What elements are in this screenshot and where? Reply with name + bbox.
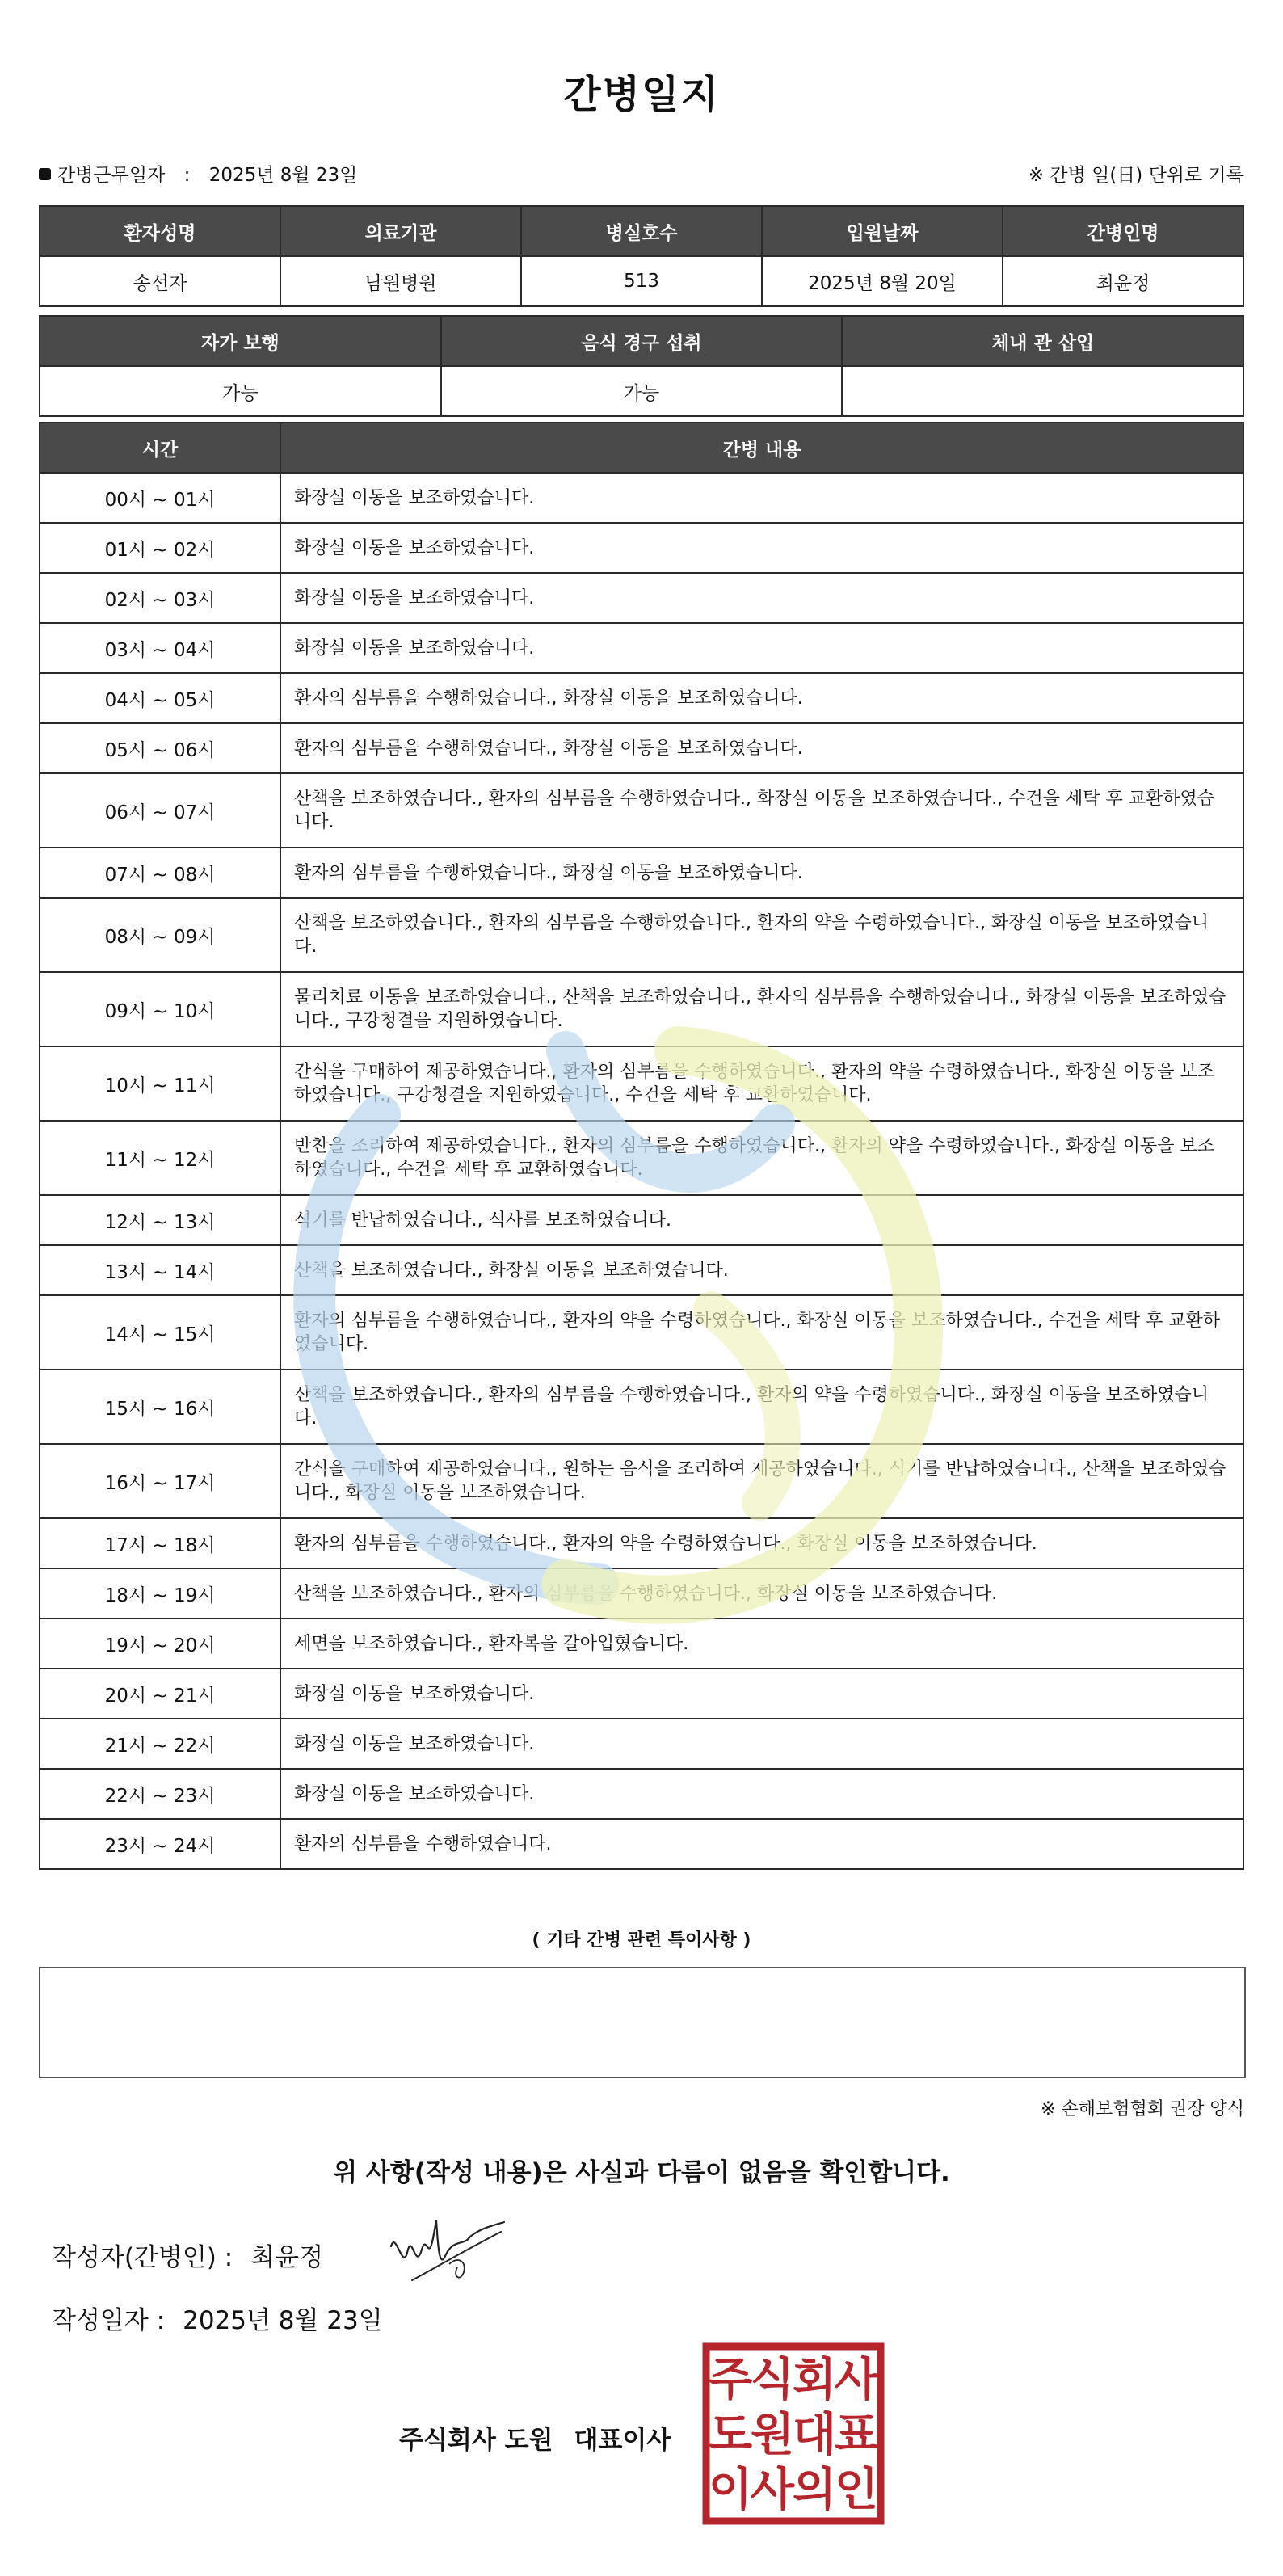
written-date-value: 2025년 8월 23일 [183,2306,383,2335]
header-patient-name: 환자성명 [40,206,280,256]
work-date-line [39,160,1244,187]
care-log-row [40,1568,1243,1618]
header-care-content: 간병 내용 [280,423,1243,473]
care-log-row [40,1046,1243,1121]
company-name: 주식회사 도원 [399,2426,553,2455]
company-title: 대표이사 [574,2426,671,2455]
care-log-row [40,1819,1243,1869]
admission-date: 2025년 8월 20일 [762,256,1003,306]
care-log-row [40,1245,1243,1295]
care-log-row [40,1518,1243,1568]
writer-label: 작성자(간병인) : [52,2243,233,2272]
header-room-number: 병실호수 [521,206,762,256]
work-date [39,160,357,187]
company-seal-stamp [701,2342,885,2526]
care-log-row [40,1719,1243,1769]
status-value-row [40,366,1243,416]
care-content: 간식을 구매하여 제공하였습니다., 원하는 음식을 조리하여 제공하였습니다., 식기를 반납하였습니다., 산책을 보조하였습니다., 화장실 이동을 보조하였습니다. [280,1444,1243,1518]
care-content: 환자의 심부름을 수행하였습니다., 화장실 이동을 보조하였습니다. [280,673,1243,723]
care-time: 23시 ~ 24시 [40,1819,280,1869]
handwritten-signature [380,2214,509,2287]
care-log-row [40,1769,1243,1819]
care-time: 02시 ~ 03시 [40,573,280,623]
header-caregiver-name: 간병인명 [1003,206,1243,256]
work-date-label: 간병근무일자 [57,165,166,186]
care-time: 14시 ~ 15시 [40,1295,280,1370]
writer-line [52,2237,323,2273]
work-date-value: 2025년 8월 23일 [208,165,358,186]
care-log-row [40,1195,1243,1245]
care-time: 19시 ~ 20시 [40,1618,280,1669]
care-content: 화장실 이동을 보조하였습니다. [280,1719,1243,1769]
caregiver-name: 최윤정 [1003,256,1243,306]
care-log-row [40,523,1243,573]
care-content: 환자의 심부름을 수행하였습니다., 환자의 약을 수령하였습니다., 화장실 이동을 보조하였습니다., 수건을 세탁 후 교환하였습니다. [280,1295,1243,1370]
care-time: 12시 ~ 13시 [40,1195,280,1245]
care-content: 산책을 보조하였습니다., 화장실 이동을 보조하였습니다. [280,1245,1243,1295]
care-time: 16시 ~ 17시 [40,1444,280,1518]
care-time: 22시 ~ 23시 [40,1769,280,1819]
care-log-row [40,1444,1243,1518]
other-notes-box [39,1967,1246,2078]
self-walking-value: 가능 [40,366,441,416]
daily-note: ※ 간병 일(日) 단위로 기록 [1028,165,1244,186]
header-tube-insertion: 체내 관 삽입 [842,316,1243,366]
care-log-row [40,1121,1243,1195]
patient-status-table [39,315,1244,417]
care-content: 반찬을 조리하여 제공하였습니다., 환자의 심부름을 수행하였습니다., 환자의 약을 수령하였습니다., 화장실 이동을 보조하였습니다., 수건을 세탁 후 교환하였습니다. [280,1121,1243,1195]
care-time: 04시 ~ 05시 [40,673,280,723]
care-time: 08시 ~ 09시 [40,898,280,972]
confirmation-statement: 위 사항(작성 내용)은 사실과 다름이 없음을 확인합니다. [333,2158,950,2187]
header-admission-date: 입원날짜 [762,206,1003,256]
written-date-line [52,2300,383,2336]
seal-character: 사 [834,2354,879,2406]
seal-character: 회 [792,2354,837,2406]
care-log-row [40,1295,1243,1370]
care-time: 07시 ~ 08시 [40,848,280,898]
seal-character: 도 [708,2409,753,2461]
recommended-form-note: ※ 손해보험협회 권장 양식 [1041,2099,1244,2119]
header-self-walking: 자가 보행 [40,316,441,366]
care-log-row [40,723,1243,773]
care-log-row [40,673,1243,723]
seal-character: 의 [792,2464,837,2516]
other-notes-title: ( 기타 간병 관련 특이사항 ) [532,1930,751,1951]
care-log-header-row [40,423,1243,473]
patient-name: 송선자 [40,256,280,306]
care-time: 10시 ~ 11시 [40,1046,280,1121]
work-date-separator: : [183,165,191,186]
care-time: 03시 ~ 04시 [40,623,280,673]
care-content: 세면을 보조하였습니다., 환자복을 갈아입혔습니다. [280,1618,1243,1669]
bullet-icon [39,168,51,180]
patient-info-table [39,205,1244,307]
care-time: 06시 ~ 07시 [40,773,280,848]
patient-header-row [40,206,1243,256]
care-log-row [40,848,1243,898]
care-content: 환자의 심부름을 수행하였습니다. [280,1819,1243,1869]
document-title: 간병일지 [563,72,720,117]
care-content: 간식을 구매하여 제공하였습니다., 환자의 심부름을 수행하였습니다., 환자의 약을 수령하였습니다., 화장실 이동을 보조하였습니다., 구강청결을 지원하였습니다., 수건을 세탁 후 교환하였습니다. [280,1046,1243,1121]
header-oral-intake: 음식 경구 섭취 [441,316,843,366]
patient-value-row [40,256,1243,306]
care-content: 환자의 심부름을 수행하였습니다., 환자의 약을 수령하였습니다., 화장실 이동을 보조하였습니다. [280,1518,1243,1568]
care-time: 21시 ~ 22시 [40,1719,280,1769]
care-time: 05시 ~ 06시 [40,723,280,773]
care-content: 산책을 보조하였습니다., 환자의 심부름을 수행하였습니다., 환자의 약을 수령하였습니다., 화장실 이동을 보조하였습니다. [280,1370,1243,1444]
seal-character: 인 [834,2464,879,2516]
care-content: 화장실 이동을 보조하였습니다. [280,473,1243,523]
care-log-row [40,773,1243,848]
hospital-name: 남원병원 [280,256,521,306]
care-content: 물리치료 이동을 보조하였습니다., 산책을 보조하였습니다., 환자의 심부름을 수행하였습니다., 화장실 이동을 보조하였습니다., 구강청결을 지원하였습니다. [280,972,1243,1046]
care-log-table [39,422,1244,1870]
care-content: 환자의 심부름을 수행하였습니다., 화장실 이동을 보조하였습니다. [280,848,1243,898]
seal-character: 식 [750,2354,795,2406]
header-hospital: 의료기관 [280,206,521,256]
company-line [399,2419,671,2456]
care-time: 11시 ~ 12시 [40,1121,280,1195]
care-content: 화장실 이동을 보조하였습니다. [280,1769,1243,1819]
written-date-label: 작성일자 : [52,2306,166,2335]
seal-character: 대 [792,2409,837,2461]
care-content: 화장실 이동을 보조하였습니다. [280,1669,1243,1719]
care-time: 18시 ~ 19시 [40,1568,280,1618]
care-content: 산책을 보조하였습니다., 환자의 심부름을 수행하였습니다., 환자의 약을 수령하였습니다., 화장실 이동을 보조하였습니다. [280,898,1243,972]
care-content: 환자의 심부름을 수행하였습니다., 화장실 이동을 보조하였습니다. [280,723,1243,773]
care-time: 01시 ~ 02시 [40,523,280,573]
oral-intake-value: 가능 [441,366,843,416]
care-content: 화장실 이동을 보조하였습니다. [280,623,1243,673]
care-time: 15시 ~ 16시 [40,1370,280,1444]
care-log-row [40,573,1243,623]
seal-character: 원 [750,2409,795,2461]
care-log-row [40,898,1243,972]
care-log-row [40,1370,1243,1444]
care-time: 00시 ~ 01시 [40,473,280,523]
seal-character: 주 [708,2354,753,2406]
tube-insertion-value [842,366,1243,416]
care-log-row [40,1669,1243,1719]
care-content: 산책을 보조하였습니다., 환자의 심부름을 수행하였습니다., 화장실 이동을 보조하였습니다. [280,1568,1243,1618]
status-header-row [40,316,1243,366]
care-log-row [40,623,1243,673]
care-time: 17시 ~ 18시 [40,1518,280,1568]
seal-character: 표 [834,2409,879,2461]
care-log-row [40,972,1243,1046]
header-time: 시간 [40,423,280,473]
room-number: 513 [521,256,762,306]
care-log-rows [40,473,1243,1869]
seal-character: 이 [708,2464,753,2516]
care-log-row [40,1618,1243,1669]
care-time: 09시 ~ 10시 [40,972,280,1046]
care-content: 화장실 이동을 보조하였습니다. [280,523,1243,573]
writer-name: 최윤정 [250,2243,324,2272]
care-time: 20시 ~ 21시 [40,1669,280,1719]
care-content: 식기를 반납하였습니다., 식사를 보조하였습니다. [280,1195,1243,1245]
care-content: 화장실 이동을 보조하였습니다. [280,573,1243,623]
care-content: 산책을 보조하였습니다., 환자의 심부름을 수행하였습니다., 화장실 이동을 보조하였습니다., 수건을 세탁 후 교환하였습니다. [280,773,1243,848]
care-time: 13시 ~ 14시 [40,1245,280,1295]
seal-character: 사 [750,2464,795,2516]
care-log-row [40,473,1243,523]
